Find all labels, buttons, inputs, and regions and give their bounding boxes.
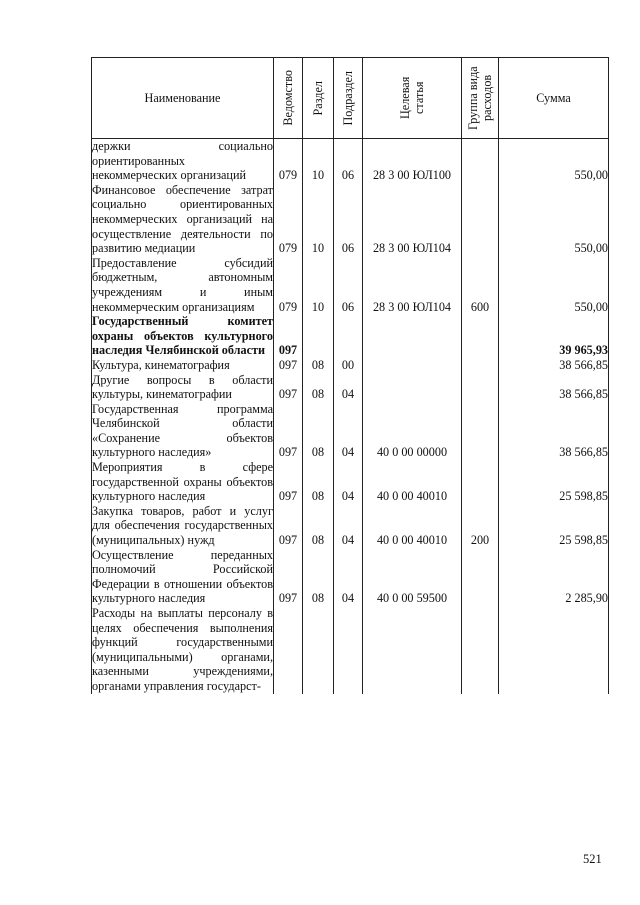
table-row xyxy=(92,460,609,504)
row-sum: 38 566,85 xyxy=(499,402,609,460)
row-pod xyxy=(334,314,363,358)
row-grp: 600 xyxy=(462,256,499,314)
row-razd: 08 xyxy=(303,548,334,606)
row-sum xyxy=(499,606,609,694)
table-row xyxy=(92,402,609,460)
row-cel: 40 0 00 59500 xyxy=(363,548,462,606)
row-ved: 079 xyxy=(274,256,303,314)
row-pod: 06 xyxy=(334,256,363,314)
row-cel: 28 3 00 ЮЛ100 xyxy=(363,139,462,183)
row-name: держки социально ориентированных некоммерческих организаций xyxy=(92,139,273,183)
table-row xyxy=(92,256,609,314)
row-pod: 04 xyxy=(334,402,363,460)
budget-table xyxy=(91,57,609,694)
row-sum: 550,00 xyxy=(499,139,609,183)
row-ved xyxy=(274,606,303,694)
row-name: Закупка товаров, работ и услуг для обеспечения государственных (муниципальных) нужд xyxy=(92,503,273,548)
row-ved: 097 xyxy=(274,358,303,373)
row-grp: 200 xyxy=(462,504,499,548)
row-cel xyxy=(363,606,462,694)
table-row xyxy=(92,606,609,694)
row-name: Расходы на выплаты персоналу в целях обеспечения выполнения функций государственными (муниципальными) органами, казенными учреждениями, органами управления государст- xyxy=(92,606,273,693)
header-celevaya: Целевая статья xyxy=(363,58,462,139)
row-name: Культура, кинематография xyxy=(92,358,274,373)
header-summa: Сумма xyxy=(499,58,609,139)
row-sum: 38 566,85 xyxy=(499,373,609,402)
row-sum: 25 598,85 xyxy=(499,460,609,504)
row-razd: 08 xyxy=(303,373,334,402)
row-grp xyxy=(462,139,499,183)
row-cel: 40 0 00 40010 xyxy=(363,460,462,504)
row-pod: 04 xyxy=(334,504,363,548)
row-cel xyxy=(363,358,462,373)
header-podrazdel: Подраздел xyxy=(334,58,363,139)
row-cel xyxy=(363,314,462,358)
table-header xyxy=(92,58,609,139)
table-row xyxy=(92,139,609,183)
row-pod: 06 xyxy=(334,183,363,256)
row-razd: 08 xyxy=(303,402,334,460)
row-pod: 04 xyxy=(334,460,363,504)
row-name: Государственный комитет охраны объектов культурного наследия Челябинской области xyxy=(92,314,273,358)
row-grp xyxy=(462,373,499,402)
row-pod: 04 xyxy=(334,548,363,606)
row-razd: 08 xyxy=(303,358,334,373)
row-sum: 2 285,90 xyxy=(499,548,609,606)
table-row xyxy=(92,358,609,373)
row-cel: 28 3 00 ЮЛ104 xyxy=(363,183,462,256)
row-sum: 38 566,85 xyxy=(499,358,609,373)
header-vedomstvo: Ведомство xyxy=(274,58,303,139)
row-grp xyxy=(462,314,499,358)
row-pod: 04 xyxy=(334,373,363,402)
row-sum: 25 598,85 xyxy=(499,504,609,548)
page-number: 521 xyxy=(583,852,602,866)
table-row xyxy=(92,373,609,402)
row-name: Другие вопросы в области культуры, кинематографии xyxy=(92,372,273,402)
row-grp xyxy=(462,606,499,694)
table-row xyxy=(92,183,609,256)
row-grp xyxy=(462,358,499,373)
row-pod: 00 xyxy=(334,358,363,373)
row-name: Осуществление переданных полномочий Российской Федерации в отношении объектов культурного наследия xyxy=(92,547,273,606)
row-razd: 10 xyxy=(303,139,334,183)
header-razdel: Раздел xyxy=(303,58,334,139)
row-ved: 097 xyxy=(274,460,303,504)
row-name: Предоставление субсидий бюджетным, автономным учреждениям и иным некоммерческим организациям xyxy=(92,255,273,314)
row-name: Государственная программа Челябинской области «Сохранение объектов культурного наследия» xyxy=(92,401,273,460)
table-row xyxy=(92,548,609,606)
row-grp xyxy=(462,183,499,256)
row-sum: 39 965,93 xyxy=(499,314,609,358)
row-ved: 079 xyxy=(274,183,303,256)
table-row xyxy=(92,504,609,548)
header-name: Наименование xyxy=(92,58,274,139)
table-row xyxy=(92,314,609,358)
row-name: Финансовое обеспечение затрат социально ориентированных некоммерческих организаций на осуществление деятельности по развитию медиации xyxy=(92,182,273,256)
row-cel: 40 0 00 00000 xyxy=(363,402,462,460)
row-ved: 097 xyxy=(274,504,303,548)
header-gruppa: Группа вида расходов xyxy=(462,58,499,139)
row-name: Мероприятия в сфере государственной охраны объектов культурного наследия xyxy=(92,460,273,504)
row-ved: 097 xyxy=(274,402,303,460)
row-ved: 097 xyxy=(274,548,303,606)
row-ved: 097 xyxy=(274,314,303,358)
row-grp xyxy=(462,548,499,606)
row-pod: 06 xyxy=(334,139,363,183)
row-ved: 079 xyxy=(274,139,303,183)
table-body xyxy=(92,139,609,694)
row-cel: 28 3 00 ЮЛ104 xyxy=(363,256,462,314)
row-cel: 40 0 00 40010 xyxy=(363,504,462,548)
row-razd: 10 xyxy=(303,183,334,256)
row-sum: 550,00 xyxy=(499,256,609,314)
row-sum: 550,00 xyxy=(499,183,609,256)
row-razd xyxy=(303,314,334,358)
row-pod xyxy=(334,606,363,694)
row-cel xyxy=(363,373,462,402)
row-razd xyxy=(303,606,334,694)
row-ved: 097 xyxy=(274,373,303,402)
row-grp xyxy=(462,460,499,504)
row-razd: 10 xyxy=(303,256,334,314)
row-razd: 08 xyxy=(303,460,334,504)
row-razd: 08 xyxy=(303,504,334,548)
row-grp xyxy=(462,402,499,460)
